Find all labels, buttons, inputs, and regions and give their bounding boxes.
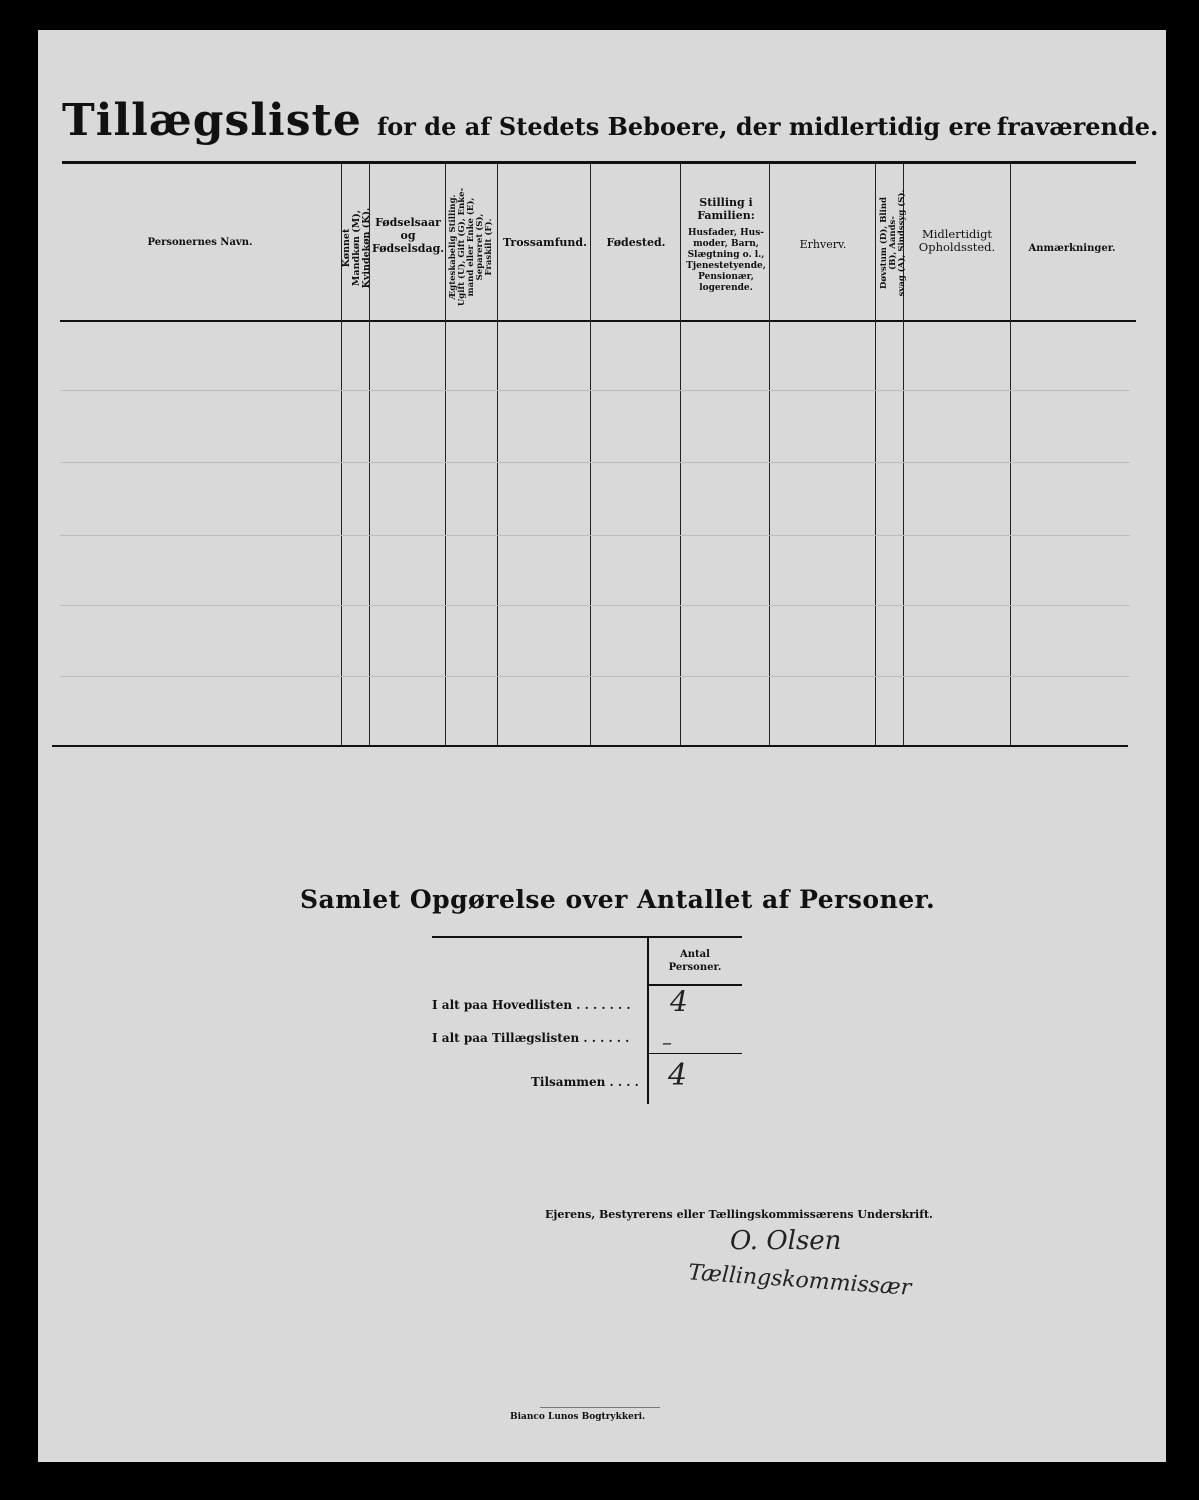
header-religion: Trossamfund. bbox=[503, 236, 587, 249]
header-birth: Fødselsaar og Fødselsdag. bbox=[372, 216, 445, 255]
header-name: Personernes Navn. bbox=[147, 237, 253, 248]
table-top-rule bbox=[62, 161, 1136, 164]
printer-imprint: Bianco Lunos Bogtrykkeri. bbox=[510, 1412, 646, 1422]
summary-top-rule bbox=[432, 936, 742, 938]
header-birthplace: Fødested. bbox=[606, 236, 666, 249]
column-divider bbox=[445, 164, 446, 746]
summary-row-value: – bbox=[662, 1030, 672, 1054]
title-main: Tillægsliste bbox=[62, 95, 362, 146]
table-row bbox=[60, 390, 1130, 391]
table-row bbox=[60, 535, 1130, 536]
table-row bbox=[60, 605, 1130, 606]
summary-header-rule bbox=[648, 984, 742, 986]
header-marital: Ægteskabelig Stilling. Ugift (U), Gift (G), Enke- mand eller Enke (E), Separeret (S), Fraskilt (F). bbox=[448, 187, 494, 307]
summary-column-divider bbox=[647, 938, 649, 1104]
header-remarks: Anmærkninger. bbox=[1028, 243, 1116, 254]
summary-row-label: I alt paa Tillægslisten . . . . . . bbox=[432, 1031, 630, 1045]
header-family-position-detail: Husfader, Hus- moder, Barn, Slægtning o. l., Tjenestetyende, Pensionær, logerende. bbox=[686, 228, 766, 293]
printer-rule bbox=[540, 1407, 660, 1408]
column-divider bbox=[497, 164, 498, 746]
header-temp-residence: Midlertidigt Opholdssted. bbox=[918, 227, 996, 254]
header-disability: Døvstum (D), Blind (B), Aands- svag (A), Sindssyg (S). bbox=[879, 189, 907, 297]
table-row bbox=[60, 462, 1130, 463]
header-family-position: Stilling i Familien: bbox=[697, 196, 755, 222]
header-sex: Kønnet Mandkøn (M), Kvindekøn (K). bbox=[341, 207, 372, 289]
summary-row-label: I alt paa Hovedlisten . . . . . . . bbox=[432, 998, 631, 1012]
summary-count-header: Antal Personer. bbox=[668, 949, 722, 973]
summary-title: Samlet Opgørelse over Antallet af Personer. bbox=[300, 885, 936, 914]
column-divider bbox=[1010, 164, 1011, 746]
form-title bbox=[62, 95, 1159, 146]
column-divider bbox=[590, 164, 591, 746]
signature-caption: Ejerens, Bestyrerens eller Tællingskommissærens Underskrift. bbox=[545, 1208, 933, 1221]
signature-name: O. Olsen bbox=[730, 1226, 842, 1256]
header-occupation: Erhverv. bbox=[799, 238, 847, 251]
summary-row-label: Tilsammen . . . . bbox=[531, 1075, 639, 1089]
title-subtitle: for de af Stedets Beboere, der midlertidig ere bbox=[376, 112, 992, 141]
column-divider bbox=[875, 164, 876, 746]
column-divider bbox=[680, 164, 681, 746]
table-header-rule bbox=[60, 320, 1136, 322]
signature-role: Tællingskommissær bbox=[687, 1260, 913, 1301]
summary-row-value: 4 bbox=[668, 1058, 688, 1093]
summary-row-value: 4 bbox=[670, 985, 688, 1018]
table-row bbox=[60, 676, 1130, 677]
title-emphasis: fraværende. bbox=[996, 112, 1159, 141]
